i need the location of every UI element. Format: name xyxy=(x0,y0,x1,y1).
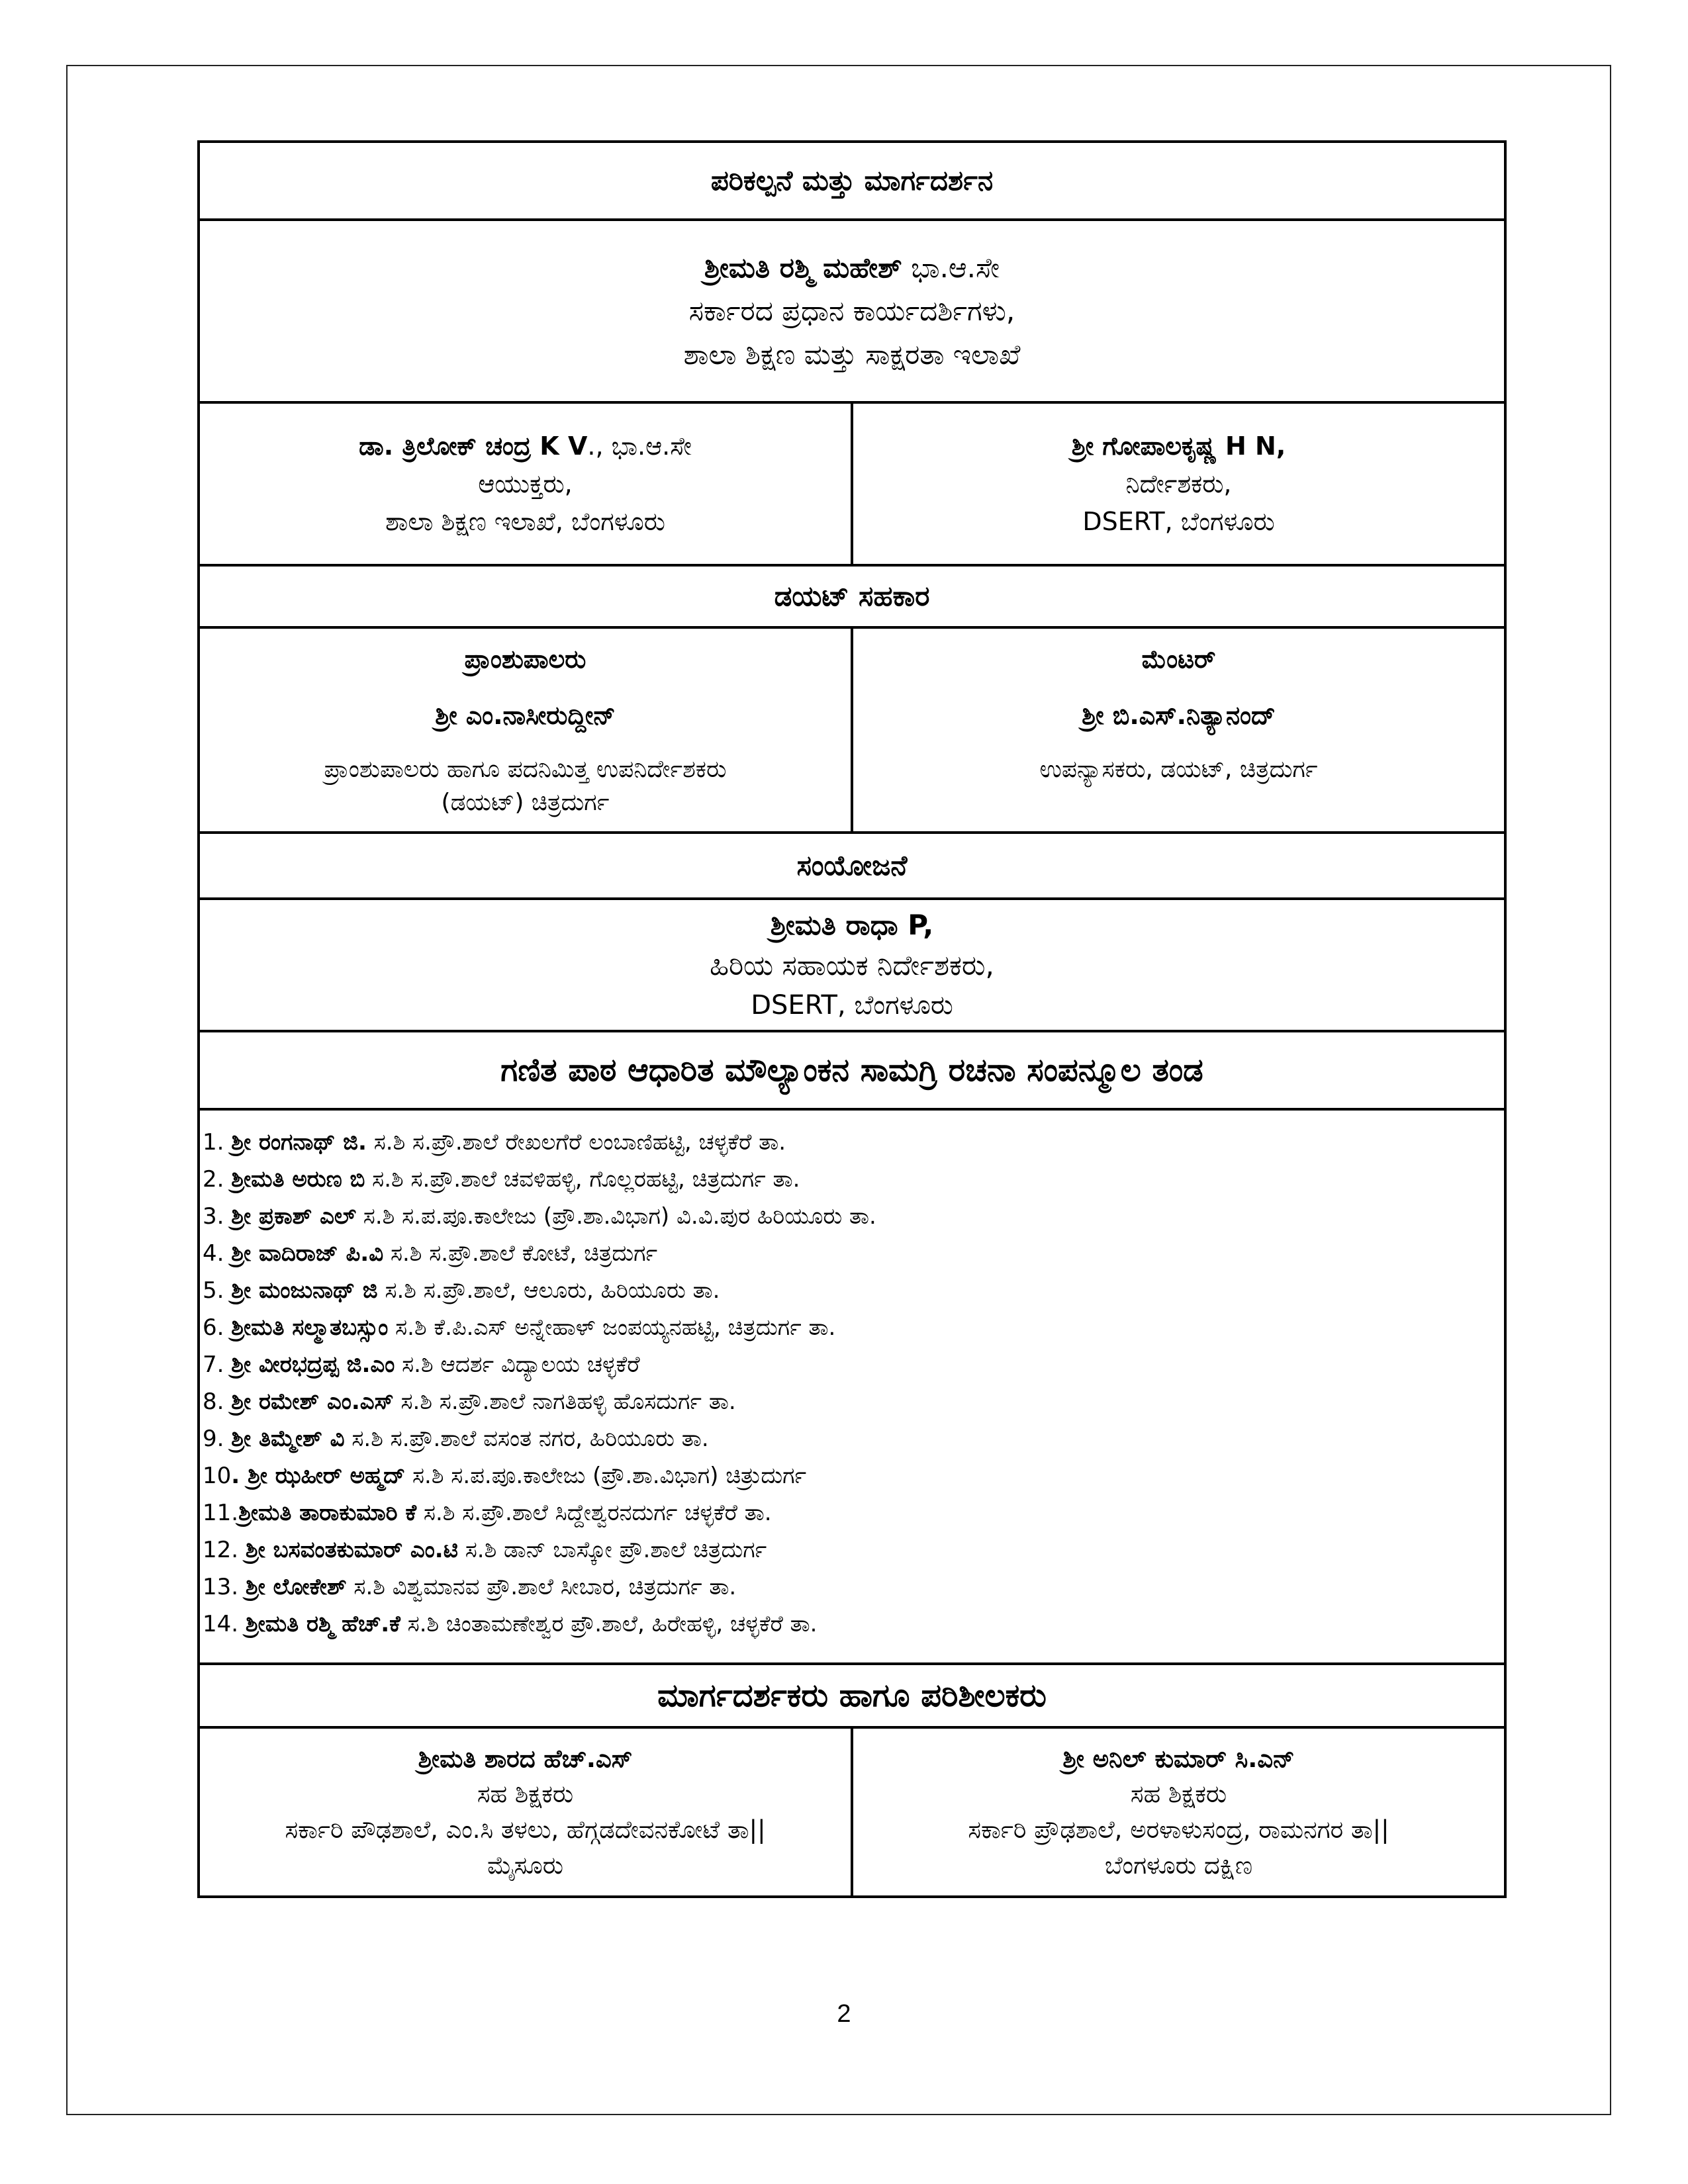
team-member-detail: ಸ.ಶಿ ಸ.ಪ್ರೌ.ಶಾಲೆ ವಸಂತ ನಗರ, ಹಿರಿಯೂರು ತಾ. xyxy=(344,1426,709,1452)
team-member-name: ಶ್ರೀ ಮಂಜುನಾಥ್ ಜಿ xyxy=(231,1277,378,1304)
director-office: DSERT, ಬೆಂಗಳೂರು xyxy=(1082,506,1275,536)
vision-person-name: ಶ್ರೀಮತಿ ರಶ್ಮಿ ಮಹೇಶ್ xyxy=(704,251,902,285)
guide-left-designation: ಸಹ ಶಿಕ್ಷಕರು xyxy=(477,1780,574,1809)
team-member-number: 14. xyxy=(203,1611,246,1637)
team-member-item xyxy=(203,1420,1501,1457)
team-member-detail: ಸ.ಶಿ ಸ.ಪ್ರೌ.ಶಾಲೆ ಸಿದ್ದೇಶ್ವರನದುರ್ಗ ಚಳ್ಳಕೆರೆ ತಾ. xyxy=(416,1500,772,1526)
team-member-name: ಶ್ರೀ ರಂಗನಾಥ್ ಜಿ. xyxy=(231,1129,367,1156)
team-member-item xyxy=(203,1569,1501,1606)
team-member-number: 4. xyxy=(203,1240,232,1267)
principal-name: ಶ್ರೀ ಎಂ.ನಾಸೀರುದ್ದೀನ್ xyxy=(435,700,616,730)
team-member-name: ಶ್ರೀ ಪ್ರಕಾಶ್ ಎಲ್ xyxy=(231,1203,356,1230)
team-member-number: 11. xyxy=(203,1500,239,1526)
mentor-name: ಶ್ರೀ ಬಿ.ಎಸ್.ನಿತ್ಯಾನಂದ್ xyxy=(1082,701,1276,730)
commissioner-suffix: ., ಭಾ.ಆ.ಸೇ xyxy=(587,431,692,461)
team-member-item xyxy=(203,1606,1501,1643)
commissioner-designation: ಆಯುಕ್ತರು, xyxy=(478,469,573,498)
director-designation: ನಿರ್ದೇಶಕರು, xyxy=(1125,469,1232,498)
vision-person-department: ಶಾಲಾ ಶಿಕ್ಷಣ ಮತ್ತು ಸಾಕ್ಷರತಾ ಇಲಾಖೆ xyxy=(683,338,1021,371)
commissioner-name: ಡಾ. ತ್ರಿಲೋಕ್ ಚಂದ್ರ K V xyxy=(359,431,588,461)
coordinator-cell xyxy=(199,899,1505,1031)
team-member-name: . ಶ್ರೀ ಝಹೀರ್ ಅಹ್ಮದ್ xyxy=(231,1463,406,1489)
team-member-number: 6. xyxy=(203,1314,232,1341)
team-member-name: ಶ್ರೀಮತಿ ಅರುಣ ಬಿ xyxy=(231,1166,365,1193)
team-member-item xyxy=(203,1531,1501,1569)
team-title: ಗಣಿತ ಪಾಠ ಆಧಾರಿತ ಮೌಲ್ಯಾಂಕನ ಸಾಮಗ್ರಿ ರಚನಾ ಸಂಪನ್ಮೂಲ ತಂಡ xyxy=(500,1051,1203,1089)
vision-header xyxy=(199,142,1505,220)
principal-role: ಪ್ರಾಂಶುಪಾಲರು xyxy=(464,644,586,674)
team-member-item xyxy=(203,1272,1501,1309)
team-member-item xyxy=(203,1309,1501,1346)
team-member-name: ಶ್ರೀ ವಾದಿರಾಜ್ ಪಿ.ವಿ xyxy=(231,1240,384,1267)
team-member-number: 2. xyxy=(203,1166,232,1193)
guide-left-cell xyxy=(199,1727,852,1897)
principal-designation: ಪ್ರಾಂಶುಪಾಲರು ಹಾಗೂ ಪದನಿಮಿತ್ತ ಉಪನಿರ್ದೇಶಕರು xyxy=(324,755,727,783)
team-member-name: ಶ್ರೀ ತಿಮ್ಮೇಶ್ ವಿ xyxy=(231,1426,345,1452)
team-member-number: 1. xyxy=(203,1129,232,1156)
team-member-item xyxy=(203,1235,1501,1272)
team-member-name: ಶ್ರೀ ಬಸವಂತಕುಮಾರ್ ಎಂ.ಟಿ xyxy=(245,1537,458,1563)
mentor-role: ಮೆಂಟರ್ xyxy=(1141,645,1216,674)
team-member-detail: ಸ.ಶಿ ಸ.ಪ್ರೌ.ಶಾಲೆ ಕೋಟೆ, ಚಿತ್ರದುರ್ಗ xyxy=(383,1240,658,1267)
diet-header xyxy=(199,565,1505,627)
team-member-detail: ಸ.ಶಿ ಸ.ಪ.ಪೂ.ಕಾಲೇಜು (ಪ್ರೌ.ಶಾ.ವಿಭಾಗ) ವಿ.ವಿ.ಪುರ ಹಿರಿಯೂರು ತಾ. xyxy=(355,1203,876,1230)
guide-right-designation: ಸಹ ಶಿಕ್ಷಕರು xyxy=(1130,1780,1227,1809)
principal-cell xyxy=(199,627,852,833)
team-member-detail: ಸ.ಶಿ ಸ.ಪ್ರೌ.ಶಾಲೆ ಚವಳಿಹಳ್ಳಿ, ಗೊಲ್ಲರಹಟ್ಟಿ, ಚಿತ್ರದುರ್ಗ ತಾ. xyxy=(365,1166,800,1193)
coordinator-office: DSERT, ಬೆಂಗಳೂರು xyxy=(751,989,953,1021)
team-member-number: 5. xyxy=(203,1277,232,1304)
guide-right-cell xyxy=(852,1727,1505,1897)
guide-right-name: ಶ್ರೀ ಅನಿಲ್ ಕುಮಾರ್ ಸಿ.ಎನ್ xyxy=(1062,1744,1295,1773)
vision-title: ಪರಿಕಲ್ಪನೆ ಮತ್ತು ಮಾರ್ಗದರ್ಶನ xyxy=(710,164,994,197)
vision-person-cell xyxy=(199,220,1505,402)
page-number: 2 xyxy=(837,2000,851,2028)
team-member-number: 12. xyxy=(203,1537,246,1563)
team-member-detail: ಸ.ಶಿ ಡಾನ್ ಬಾಸ್ಕೋ ಪ್ರೌ.ಶಾಲೆ ಚಿತ್ರದುರ್ಗ xyxy=(457,1537,767,1563)
team-member-item xyxy=(203,1494,1501,1531)
team-member-detail: ಸ.ಶಿ ಆದರ್ಶ ವಿದ್ಯಾಲಯ ಚಳ್ಳಕೆರೆ xyxy=(395,1351,640,1378)
team-member-number: 9. xyxy=(203,1426,232,1452)
team-member-name: ಶ್ರೀಮತಿ ಸಲ್ಮಾತಬಸ್ಸುಂ xyxy=(231,1314,389,1341)
commissioner-department: ಶಾಲಾ ಶಿಕ್ಷಣ ಇಲಾಖೆ, ಬೆಂಗಳೂರು xyxy=(385,506,665,536)
team-member-name: ಶ್ರೀ ಲೋಕೇಶ್ xyxy=(245,1574,347,1600)
team-member-name: ಶ್ರೀಮತಿ ರಶ್ಮಿ ಹೆಚ್.ಕೆ xyxy=(245,1611,400,1637)
team-member-item xyxy=(203,1457,1501,1494)
team-member-detail: ಸ.ಶಿ ಸ.ಪ್ರೌ.ಶಾಲೆ, ಆಲೂರು, ಹಿರಿಯೂರು ತಾ. xyxy=(377,1277,720,1304)
director-name: ಶ್ರೀ ಗೋಪಾಲಕೃಷ್ಣ H N, xyxy=(1071,431,1286,461)
credits-table xyxy=(197,140,1507,1898)
guides-title: ಮಾರ್ಗದರ್ಶಕರು ಹಾಗೂ ಪರಿಶೀಲಕರು xyxy=(657,1676,1047,1714)
team-member-list xyxy=(203,1124,1501,1643)
guide-left-name: ಶ್ರೀಮತಿ ಶಾರದ ಹೆಚ್.ಎಸ್ xyxy=(418,1744,633,1773)
coordination-title: ಸಂಯೋಜನೆ xyxy=(796,849,908,882)
coordinator-designation: ಹಿರಿಯ ಸಹಾಯಕ ನಿರ್ದೇಶಕರು, xyxy=(710,949,994,981)
guide-left-district: ಮೈಸೂರು xyxy=(487,1850,564,1880)
team-member-item xyxy=(203,1198,1501,1235)
team-member-item xyxy=(203,1383,1501,1420)
team-member-number: 8. xyxy=(203,1388,232,1415)
team-member-number: 3. xyxy=(203,1203,232,1230)
guides-header xyxy=(199,1664,1505,1727)
team-member-detail: ಸ.ಶಿ ಸ.ಪ್ರೌ.ಶಾಲೆ ರೇಖಲಗೆರೆ ಲಂಬಾಣಿಹಟ್ಟಿ, ಚಳ್ಳಕೆರೆ ತಾ. xyxy=(366,1129,786,1156)
coordination-header xyxy=(199,833,1505,899)
team-member-detail: ಸ.ಶಿ ವಿಶ್ವಮಾನವ ಪ್ರೌ.ಶಾಲೆ ಸೀಬಾರ, ಚಿತ್ರದುರ್ಗ ತಾ. xyxy=(346,1574,737,1600)
team-member-detail: ಸ.ಶಿ ಕೆ.ಪಿ.ಎಸ್ ಅನ್ನೇಹಾಳ್ ಜಂಪಯ್ಯನಹಟ್ಟಿ, ಚಿತ್ರದುರ್ಗ ತಾ. xyxy=(388,1314,836,1341)
mentor-cell xyxy=(852,627,1505,833)
team-member-number: 7. xyxy=(203,1351,232,1378)
principal-office: (ಡಯಟ್) ಚಿತ್ರದುರ್ಗ xyxy=(441,789,610,816)
vision-person-suffix: ಭಾ.ಆ.ಸೇ xyxy=(902,251,1000,285)
guide-left-school: ಸರ್ಕಾರಿ ಪೌಢಶಾಲೆ, ಎಂ.ಸಿ ತಳಲು, ಹೆಗ್ಗಡದೇವನಕೋಟೆ ತಾ|| xyxy=(285,1815,766,1844)
diet-title: ಡಯಟ್ ಸಹಕಾರ xyxy=(774,580,930,612)
guide-right-school: ಸರ್ಕಾರಿ ಪ್ರೌಢಶಾಲೆ, ಅರಳಾಳುಸಂದ್ರ, ರಾಮನಗರ ತಾ|| xyxy=(968,1815,1389,1844)
team-member-name: ಶ್ರೀಮತಿ ತಾರಾಕುಮಾರಿ ಕೆ xyxy=(238,1500,417,1526)
team-header xyxy=(199,1031,1505,1109)
commissioner-cell xyxy=(199,402,852,565)
team-member-item xyxy=(203,1346,1501,1383)
team-member-item xyxy=(203,1161,1501,1198)
team-members-cell xyxy=(199,1109,1505,1664)
team-member-item xyxy=(203,1124,1501,1161)
team-member-detail: ಸ.ಶಿ ಸ.ಪ.ಪೂ.ಕಾಲೇಜು (ಪ್ರೌ.ಶಾ.ವಿಭಾಗ) ಚಿತ್ರುದುರ್ಗ xyxy=(405,1463,807,1489)
coordinator-name: ಶ್ರೀಮತಿ ರಾಧಾ P, xyxy=(770,909,934,942)
team-member-name: ಶ್ರೀ ವೀರಭದ್ರಪ್ಪ ಜಿ.ಎಂ xyxy=(231,1351,395,1378)
vision-person-designation: ಸರ್ಕಾರದ ಪ್ರಧಾನ ಕಾರ್ಯದರ್ಶಿಗಳು, xyxy=(688,295,1015,328)
team-member-number: 10 xyxy=(203,1463,232,1489)
team-member-detail: ಸ.ಶಿ ಚಿಂತಾಮಣೇಶ್ವರ ಪ್ರೌ.ಶಾಲೆ, ಹಿರೇಹಳ್ಳಿ, ಚಳ್ಳಕೆರೆ ತಾ. xyxy=(400,1611,818,1637)
team-member-name: ಶ್ರೀ ರಮೇಶ್ ಎಂ.ಎಸ್ xyxy=(231,1388,394,1415)
mentor-designation: ಉಪನ್ಯಾಸಕರು, ಡಯಟ್, ಚಿತ್ರದುರ್ಗ xyxy=(1039,756,1318,783)
team-member-number: 13. xyxy=(203,1574,246,1600)
guide-right-district: ಬೆಂಗಳೂರು ದಕ್ಷಿಣ xyxy=(1104,1850,1253,1880)
team-member-detail: ಸ.ಶಿ ಸ.ಪ್ರೌ.ಶಾಲೆ ನಾಗತಿಹಳ್ಳಿ ಹೊಸದುರ್ಗ ತಾ. xyxy=(393,1388,736,1415)
director-cell xyxy=(852,402,1505,565)
